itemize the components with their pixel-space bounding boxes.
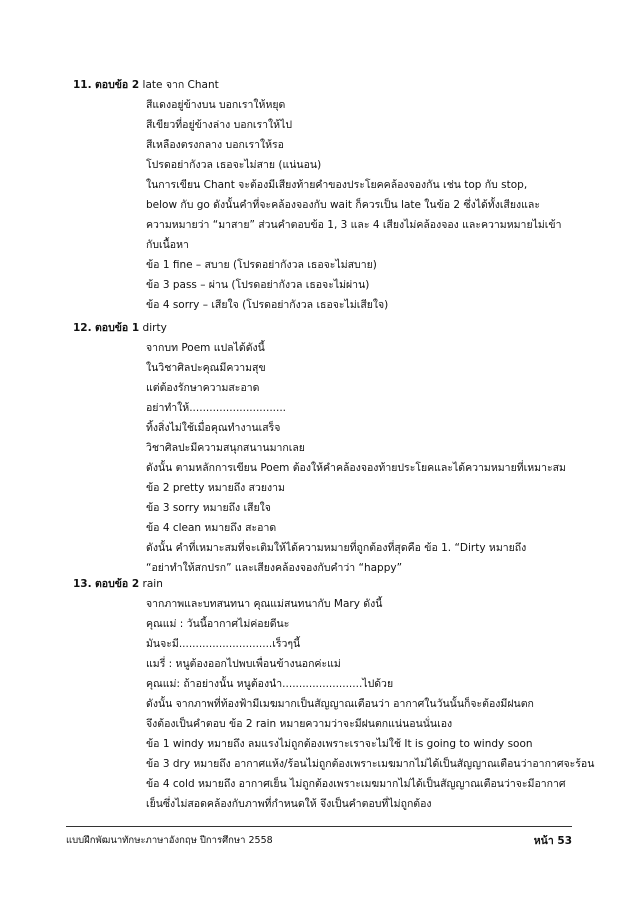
item-explanation — [146, 95, 593, 315]
explanation-line: ข้อ 2 pretty หมายถึง สวยงาม — [146, 482, 285, 494]
explanation-line: ทิ้งสิ่งไม่ใช้เมื่อคุณทำงานเสร็จ — [146, 422, 281, 434]
explanation-line: คุณแม่: ถ้าอย่างนั้น หนูต้องนำ........................ไปด้วย — [146, 678, 394, 690]
item-answer-word: late จาก Chant — [142, 79, 219, 91]
explanation-line: ข้อ 1 windy หมายถึง ลมแรงไม่ถูกต้องเพราะเราจะไม่ใช้ It is going to windy soon — [146, 738, 533, 750]
explanation-line: ความหมายว่า “มาสาย” ส่วนคำตอบข้อ 1, 3 และ 4 เสียงไม่คล้องจอง และความหมายไม่เข้า — [146, 219, 562, 231]
item-number: 12. — [73, 322, 92, 334]
footer-document-title: แบบฝึกพัฒนาทักษะภาษาอังกฤษ ปีการศึกษา 2558 — [66, 835, 273, 846]
explanation-line: ในการเขียน Chant จะต้องมีเสียงท้ายคำของประโยคคล้องจองกัน เช่น top กับ stop, — [146, 179, 528, 191]
explanation-line: ดังนั้น ตามหลักการเขียน Poem ต้องให้คำคล้องจองท้ายประโยคและได้ความหมายที่เหมาะสม — [146, 462, 566, 474]
page-footer — [66, 826, 572, 847]
explanation-line: สีเขียวที่อยู่ข้างล่าง บอกเราให้ไป — [146, 119, 293, 131]
item-answer-label: ตอบข้อ 2 — [94, 79, 140, 91]
item-heading — [73, 574, 593, 594]
explanation-line: สีเหลืองตรงกลาง บอกเราให้รอ — [146, 139, 284, 151]
item-number: 13. — [73, 578, 92, 590]
item-explanation — [146, 338, 593, 578]
explanation-line: จากบท Poem แปลได้ดังนี้ — [146, 342, 265, 354]
explanation-line: ข้อ 4 cold หมายถึง อากาศเย็น ไม่ถูกต้องเพราะเมฆมากไม่ได้เป็นสัญญาณเตือนว่าจะมีอากาศ — [146, 778, 566, 790]
explanation-line: “อย่าทำให้สกปรก” และเสียงคล้องจองกับคำว่า “happy” — [146, 562, 403, 574]
explanation-line: ข้อ 1 fine – สบาย (โปรดอย่ากังวล เธอจะไม่สบาย) — [146, 259, 377, 271]
explanation-line: เย็นซึ่งไม่สอดคล้องกับภาพที่กำหนดให้ จึงเป็นคำตอบที่ไม่ถูกต้อง — [146, 798, 432, 810]
explanation-line: below กับ go ดังนั้นคำที่จะคล้องจองกับ wait ก็ควรเป็น late ในข้อ 2 ซึ่งได้ทั้งเสียงและ — [146, 199, 540, 211]
item-heading — [73, 318, 593, 338]
item-answer-label: ตอบข้อ 2 — [94, 578, 140, 590]
explanation-line: สีแดงอยู่ข้างบน บอกเราให้หยุด — [146, 99, 286, 111]
explanation-line: ข้อ 3 pass – ผ่าน (โปรดอย่ากังวล เธอจะไม่ผ่าน) — [146, 279, 370, 291]
item-explanation — [146, 594, 593, 814]
answer-item-11 — [73, 75, 593, 315]
item-heading — [73, 75, 593, 95]
explanation-line: ข้อ 3 sorry หมายถึง เสียใจ — [146, 502, 271, 514]
explanation-line: แมรี่ : หนูต้องออกไปพบเพื่อนข้างนอกค่ะแม่ — [146, 658, 341, 670]
explanation-line: แต่ต้องรักษาความสะอาด — [146, 382, 260, 394]
explanation-line: จึงต้องเป็นคำตอบ ข้อ 2 rain หมายความว่าจะมีฝนตกแน่นอนนั่นเอง — [146, 718, 453, 730]
item-answer-word: dirty — [142, 322, 167, 334]
explanation-line: ข้อ 4 clean หมายถึง สะอาด — [146, 522, 277, 534]
item-answer-word: rain — [142, 578, 163, 590]
explanation-line: อย่าทำให้............................. — [146, 402, 287, 414]
explanation-line: จากภาพและบทสนทนา คุณแม่สนทนากับ Mary ดังนี้ — [146, 598, 383, 610]
explanation-line: ดังนั้น จากภาพที่ท้องฟ้ามีเมฆมากเป็นสัญญาณเตือนว่า อากาศในวันนั้นก็จะต้องมีฝนตก — [146, 698, 534, 710]
item-answer-label: ตอบข้อ 1 — [94, 322, 140, 334]
explanation-line: คุณแม่ : วันนี้อากาศไม่ค่อยดีนะ — [146, 618, 290, 630]
explanation-line: ดังนั้น คำที่เหมาะสมที่จะเติมให้ได้ความหมายที่ถูกต้องที่สุดคือ ข้อ 1. “Dirty หมายถึง — [146, 542, 527, 554]
explanation-line: ข้อ 4 sorry – เสียใจ (โปรดอย่ากังวล เธอจะไม่เสียใจ) — [146, 299, 389, 311]
explanation-line: วิชาศิลปะมีความสนุกสนานมากเลย — [146, 442, 305, 454]
answer-item-13 — [73, 574, 593, 814]
page-number: หน้า 53 — [533, 835, 572, 847]
answer-item-12 — [73, 318, 593, 578]
item-number: 11. — [73, 79, 92, 91]
explanation-line: ในวิชาศิลปะคุณมีความสุข — [146, 362, 266, 374]
explanation-line: กับเนื้อหา — [146, 239, 189, 251]
explanation-line: โปรดอย่ากังวล เธอจะไม่สาย (แน่นอน) — [146, 159, 322, 171]
explanation-line: ข้อ 3 dry หมายถึง อากาศแห้ง/ร้อนไม่ถูกต้องเพราะเมฆมากไม่ได้เป็นสัญญาณเตือนว่าอากาศจะร้อน — [146, 758, 595, 770]
explanation-line: มันจะมี............................เร็วๆนี้ — [146, 638, 301, 650]
